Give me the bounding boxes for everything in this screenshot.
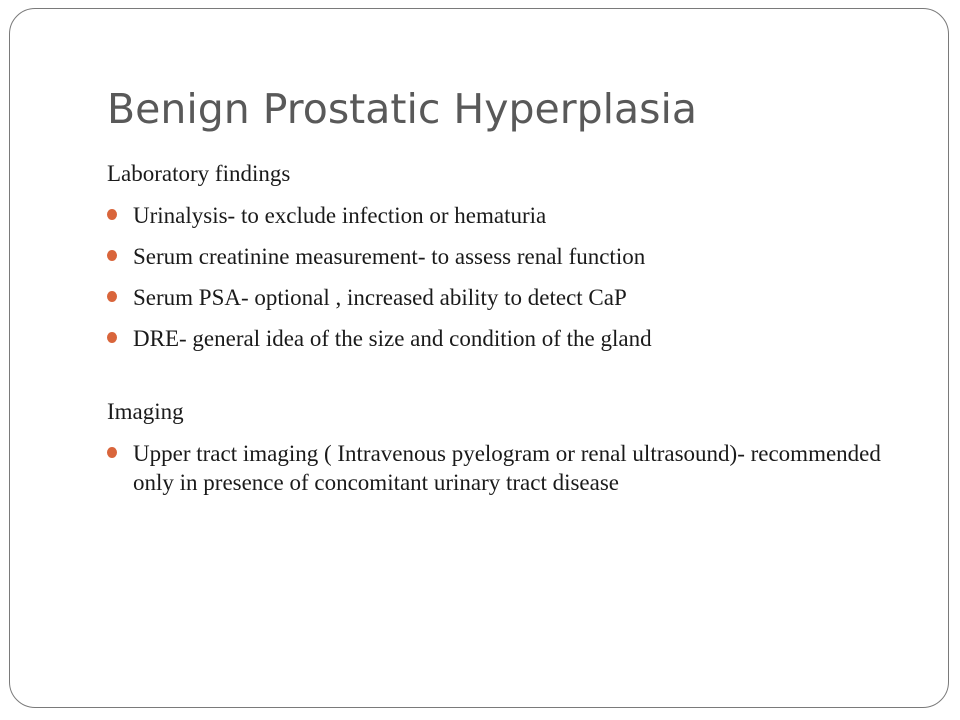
imaging-list (107, 439, 897, 497)
list-item (107, 324, 897, 353)
laboratory-findings-list (107, 201, 897, 353)
bullet-icon (107, 332, 117, 343)
bullet-icon (107, 209, 117, 220)
list-item (107, 283, 897, 312)
bullet-text: DRE- general idea of the size and condition of the gland (133, 326, 652, 351)
bullet-icon (107, 447, 117, 458)
slide-title: Benign Prostatic Hyperplasia (107, 85, 698, 133)
bullet-text: Serum creatinine measurement- to assess renal function (133, 244, 646, 269)
bullet-icon (107, 250, 117, 261)
list-item (107, 201, 897, 230)
bullet-text: Urinalysis- to exclude infection or hematuria (133, 203, 547, 228)
slide-content (107, 159, 897, 497)
section-heading-imaging: Imaging (107, 399, 184, 424)
bullet-icon (107, 291, 117, 302)
list-item (107, 242, 897, 271)
bullet-text: Upper tract imaging ( Intravenous pyelogram or renal ultrasound)- recommended only in presence of concomitant urinary tract disease (133, 441, 881, 495)
section-spacer (107, 353, 897, 397)
bullet-text: Serum PSA- optional , increased ability to detect CaP (133, 285, 627, 310)
list-item (107, 439, 897, 497)
section-heading-laboratory: Laboratory findings (107, 161, 291, 186)
